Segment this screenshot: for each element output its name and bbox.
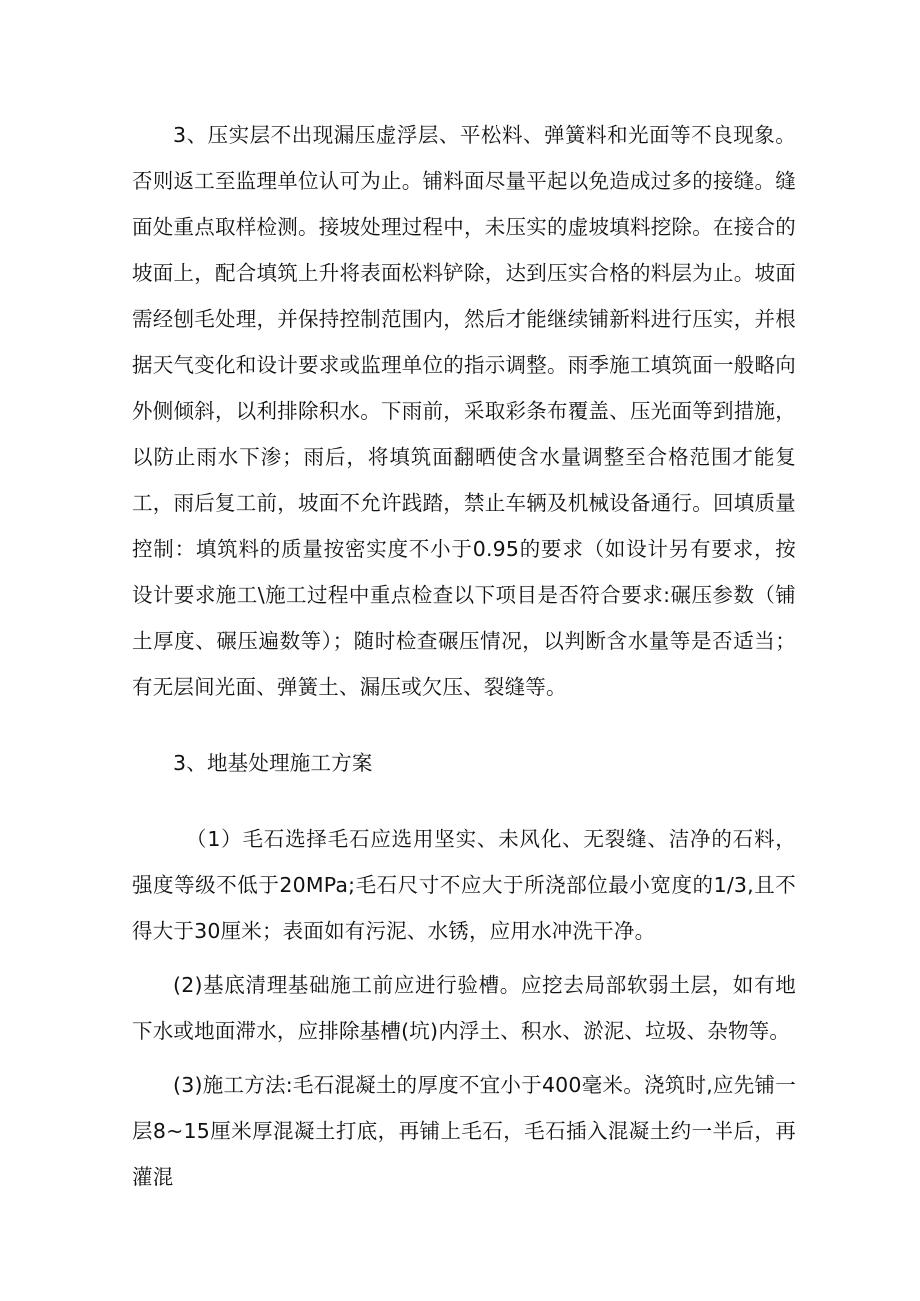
paragraph-construction-method: (3)施工方法:毛石混凝土的厚度不宜小于400毫米。浇筑时,应先铺一层8~15厘米厚混凝土打底，再铺上毛石，毛石插入混凝土约一半后，再灌混 xyxy=(132,1073,796,1189)
paragraph-compaction-requirements: 3、压实层不出现漏压虚浮层、平松料、弹簧料和光面等不良现象。否则返工至监理单位认可为止。铺料面尽量平起以免造成过多的接缝。缝面处重点取样检测。接坡处理过程中，未压实的虚坡填料挖除。在接合的坡面上，配合填筑上升将表面松料铲除，达到压实合格的料层为止。坡面需经刨毛处理，并保持控制范围内，然后才能继续铺新料进行压实，并根据天气变化和设计要求或监理单位的指示调整。雨季施工填筑面一般略向外侧倾斜，以利排除积水。下雨前，采取彩条布覆盖、压光面等到措施，以防止雨水下渗；雨后，将填筑面翻晒使含水量调整至合格范围才能复工，雨后复工前，坡面不允许践踏，禁止车辆及机械设备通行。回填质量控制：填筑料的质量按密实度不小于0.95的要求（如设计另有要求，按设计要求施工\施工过程中重点检查以下项目是否符合要求:碾压参数（铺土厚度、碾压遍数等）；随时检查碾压情况，以判断含水量等是否适当；有无层间光面、弹簧土、漏压或欠压、裂缝等。 xyxy=(132,123,796,699)
section-heading-foundation-treatment: 3、地基处理施工方案 xyxy=(173,751,373,775)
paragraph-rubble-selection: （1）毛石选择毛石应选用坚实、未风化、无裂缝、洁净的石料，强度等级不低于20MPa;毛石尺寸不应大于所浇部位最小宽度的1/3,且不得大于30厘米；表面如有污泥、水锈，应用水冲洗干净。 xyxy=(132,827,796,943)
document-page xyxy=(132,112,796,1200)
paragraph-base-cleanup: (2)基底清理基础施工前应进行验槽。应挖去局部软弱土层，如有地下水或地面滞水，应排除基槽(坑)内浮土、积水、淤泥、垃圾、杂物等。 xyxy=(132,973,796,1043)
